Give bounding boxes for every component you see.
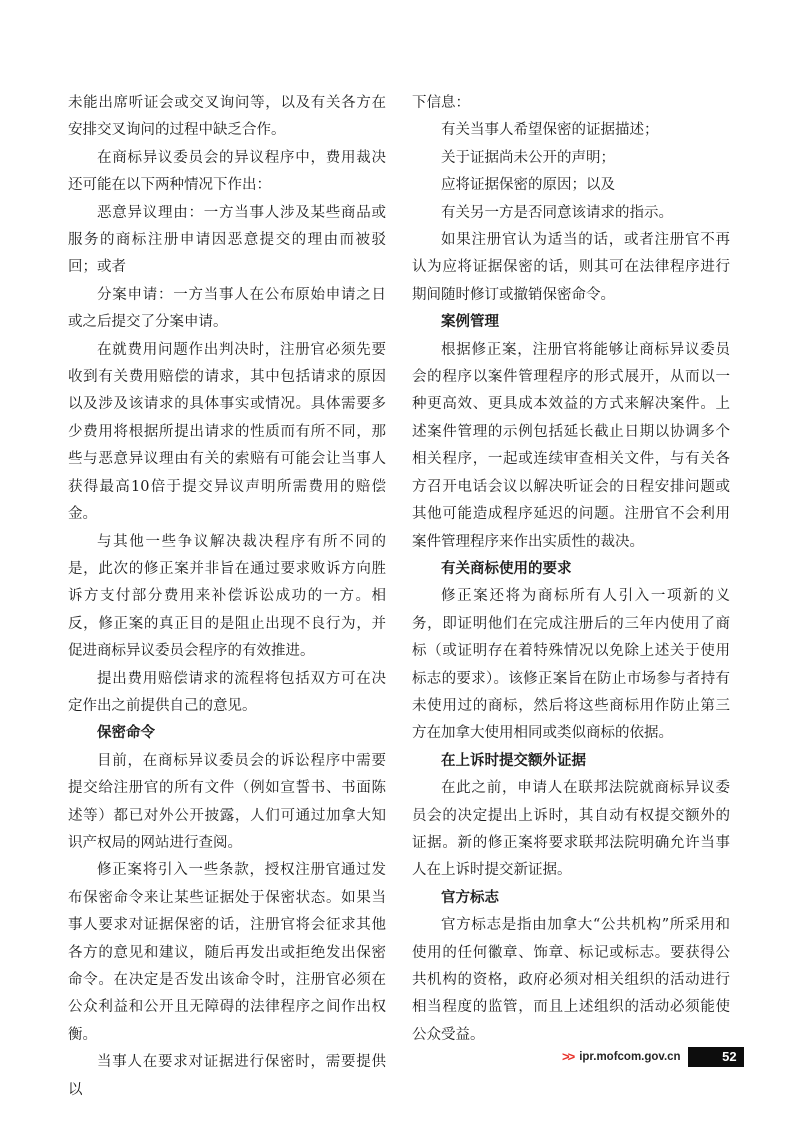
footer <box>562 1046 744 1068</box>
paragraph: 当事人在要求对证据进行保密时，需要提供以 <box>68 1054 386 1098</box>
section-heading: 保密命令 <box>97 725 155 742</box>
paragraph: 根据修正案，注册官将能够让商标异议委员会的程序以案件管理程序的形式展开，从而以一种更高效、更具成本效益的方式来解决案件。上述案件管理的示例包括延长截止日期以协调多个相关程序，一起或连续审查相关文件，与有关各方召开电话会议以解决听证会的日程安排问题或其他可能造成程序延迟的问题。注册官不会利用案件管理程序来作出实质性的裁决。 <box>412 341 730 550</box>
section-heading: 官方标志 <box>441 889 499 906</box>
paragraph: 应将证据保密的原因；以及 <box>441 177 615 194</box>
paragraph: 目前，在商标异议委员会的诉讼程序中需要提交给注册官的所有文件（例如宣誓书、书面陈述等）都已对外公开披露，人们可通过加拿大知识产权局的网站进行查阅。 <box>68 752 386 851</box>
page-number-badge: 52 <box>688 1047 744 1067</box>
site-url: ipr.mofcom.gov.cn <box>579 1051 681 1063</box>
paragraph: 有关当事人希望保密的证据描述； <box>441 122 659 139</box>
paragraph: 在此之前，申请人在联邦法院就商标异议委员会的决定提出上诉时，其自动有权提交额外的证据。新的修正案将要求联邦法院明确允许当事人在上诉时提交新证据。 <box>412 780 730 879</box>
paragraph: 与其他一些争议解决裁决程序有所不同的是，此次的修正案并非旨在通过要求败诉方向胜诉方支付部分费用来补偿诉讼成功的一方。相反，修正案的真正目的是阻止出现不良行为，并促进商标异议委员会程序的有效推进。 <box>68 533 386 660</box>
paragraph: 恶意异议理由：一方当事人涉及某些商品或服务的商标注册申请因恶意提交的理由而被驳回；或者 <box>68 204 386 276</box>
paragraph: 修正案还将为商标所有人引入一项新的义务，即证明他们在完成注册后的三年内使用了商标（或证明存在着特殊情况以免除上述关于使用标志的要求）。该修正案旨在防止市场参与者持有未使用过的商标，然后将这些商标用作防止第三方在加拿大使用相同或类似商标的依据。 <box>412 588 730 742</box>
paragraph: 提出费用赔偿请求的流程将包括双方可在决定作出之前提供自己的意见。 <box>68 670 386 714</box>
double-chevron-icon: >> <box>562 1049 574 1064</box>
paragraph: 分案申请：一方当事人在公布原始申请之日或之后提交了分案申请。 <box>68 286 386 331</box>
right-column <box>412 90 730 1049</box>
section-heading: 案例管理 <box>441 314 499 331</box>
paragraph: 在商标异议委员会的异议程序中，费用裁决还可能在以下两种情况下作出： <box>68 149 386 194</box>
paragraph: 关于证据尚未公开的声明； <box>441 149 615 166</box>
section-heading: 在上诉时提交额外证据 <box>441 752 586 769</box>
section-heading: 有关商标使用的要求 <box>441 560 572 577</box>
paragraph: 有关另一方是否同意该请求的指示。 <box>441 204 673 221</box>
paragraph: 在就费用问题作出判决时，注册官必须先要收到有关费用赔偿的请求，其中包括请求的原因以及涉及该请求的具体事实或情况。具体需要多少费用将根据所提出请求的性质而有所不同，那些与恶意异议理由有关的索赔有可能会让当事人获得最高10倍于提交异议声明所需费用的赔偿金。 <box>68 341 386 523</box>
paragraph: 未能出席听证会或交叉询问等，以及有关各方在安排交叉询问的过程中缺乏合作。 <box>68 95 386 139</box>
paragraph: 修正案将引入一些条款，授权注册官通过发布保密命令来让某些证据处于保密状态。如果当事人要求对证据保密的话，注册官将会征求其他各方的意见和建议，随后再发出或拒绝发出保密命令。在决定是否发出该命令时，注册官必须在公众利益和公开且无障碍的法律程序之间作出权衡。 <box>68 862 386 1043</box>
paragraph: 官方标志是指由加拿大“公共机构”所采用和使用的任何徽章、饰章、标记或标志。要获得公共机构的资格，政府必须对相关组织的活动进行相当程度的监管，而且上述组织的活动必须能使公众受益。 <box>412 917 730 1043</box>
left-column <box>68 90 386 1104</box>
paragraph: 下信息： <box>412 95 470 111</box>
paragraph: 如果注册官认为适当的话，或者注册官不再认为应将证据保密的话，则其可在法律程序进行期间随时修订或撤销保密命令。 <box>412 232 730 303</box>
